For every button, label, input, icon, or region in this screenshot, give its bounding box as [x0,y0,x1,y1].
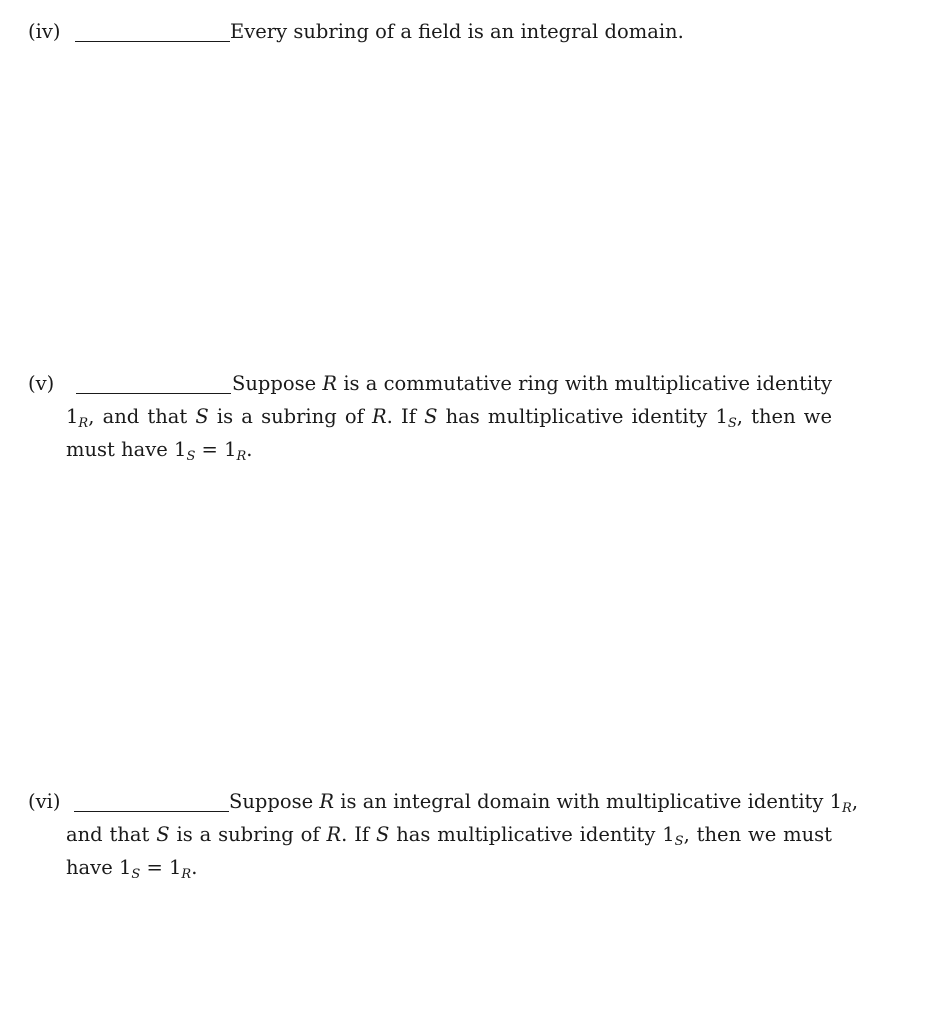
statement-line-3: must have $1_S = 1_R$. [66,438,253,464]
answer-blank[interactable] [75,15,230,48]
problem-label: (v) [28,372,55,395]
statement-line-2: $1_R$, and that S is a subring of R. If S has multiplicative identity $1_S$, then we [66,405,833,431]
answer-blank[interactable] [76,367,231,400]
statement-line-3: have $1_S = 1_R$. [66,856,198,882]
answer-blank[interactable] [74,785,229,818]
statement-line-1: Suppose R is an integral domain with multiplicative identity $1_R$, [229,790,859,816]
problem-label: (iv) [28,20,61,43]
statement-line-1: Every subring of a field is an integral domain. [230,20,684,43]
statement-line-1: Suppose R is a commutative ring with multiplicative identity [232,372,832,395]
statement-line-2: and that S is a subring of R. If S has multiplicative identity $1_S$, then we must [66,823,832,849]
problem-label: (vi) [28,790,61,813]
